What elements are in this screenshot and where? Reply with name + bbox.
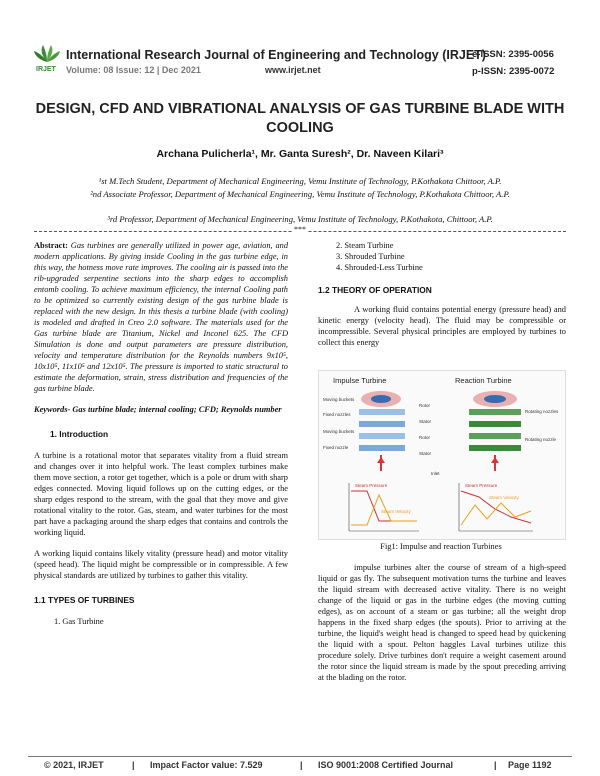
- footer-iso: ISO 9001:2008 Certified Journal: [318, 760, 454, 770]
- moving-buckets-label-1: Moving buckets: [323, 397, 355, 402]
- affiliation-3: ³rd Professor, Department of Mechanical Engineering, Vemu Institute of Technology, P.Kothakota, Chittoor, A.P.: [107, 214, 493, 224]
- section-introduction-heading: 1. Introduction: [50, 429, 109, 439]
- left-column: [34, 240, 288, 627]
- impulse-blade-rows: [359, 391, 405, 471]
- authors: Archana Pulicherla¹, Mr. Ganta Suresh², Dr. Naveen Kilari³: [156, 148, 444, 160]
- rotor-label-2: Rotor: [419, 435, 431, 440]
- keywords: Keywords- Gas turbine blade; internal cooling; CFD; Reynolds number: [34, 405, 282, 414]
- turbine-type-1: 1. Gas Turbine: [54, 617, 104, 626]
- impulse-graph: [349, 483, 419, 531]
- abstract: [34, 240, 288, 394]
- fixed-nozzle-label: Fixed nozzle: [323, 445, 349, 450]
- figure-diagram: [319, 371, 565, 539]
- stator-label-2: Stator: [419, 451, 432, 456]
- stator-label-1: Stator: [419, 419, 432, 424]
- figure-caption: Fig1: Impulse and reaction Turbines: [380, 542, 502, 551]
- affiliation-1: ¹st M.Tech Student, Department of Mechanical Engineering, Vemu Institute of Technology, P.Kothakota Chittoor, A.P.: [98, 176, 502, 186]
- steam-pressure-label-1: Steam Pressure: [355, 483, 388, 488]
- right-label-group: [525, 409, 559, 442]
- intro-paragraph-2: A working liquid contains likely vitality (pressure head) and motor vitality (speed head). The liquid might be compressible or in compressible. A few physical standards are utilized by turbines to gather this vitality.: [34, 549, 288, 580]
- footer-impact-factor: Impact Factor value: 7.529: [150, 760, 263, 770]
- journal-website: www.irjet.net: [265, 65, 321, 75]
- reaction-turbine-label: Reaction Turbine: [455, 376, 512, 385]
- left-label-group: [323, 397, 355, 450]
- irjet-logo: [32, 42, 62, 68]
- e-issn: e-ISSN: 2395-0056: [472, 49, 554, 60]
- mid-label-group: [419, 403, 432, 456]
- right-column-bottom: [318, 562, 566, 683]
- right-column-top: [318, 240, 566, 348]
- inlet-label: Inlet: [431, 471, 440, 476]
- footer-line: [28, 756, 572, 757]
- turbine-type-4: 4. Shrouded-Less Turbine: [336, 263, 423, 272]
- paper-title: DESIGN, CFD AND VIBRATIONAL ANALYSIS OF GAS TURBINE BLADE WITH COOLING: [35, 101, 565, 136]
- logo-text: IRJET: [36, 66, 56, 73]
- rotor-label-1: Rotor: [419, 403, 431, 408]
- steam-velocity-label-1: Steam Velocity: [381, 509, 411, 514]
- section-theory-heading: 1.2 THEORY OF OPERATION: [318, 285, 432, 295]
- rotating-nozzle-label: Rotating nozzle: [525, 437, 557, 442]
- journal-title: International Research Journal of Engineering and Technology (IRJET): [66, 48, 486, 62]
- figure-impulse-reaction: [318, 370, 566, 540]
- reaction-graph: [459, 483, 533, 531]
- p-issn: p-ISSN: 2395-0072: [472, 66, 555, 77]
- volume-issue: Volume: 08 Issue: 12 | Dec 2021: [66, 65, 201, 75]
- footer-copyright: © 2021, IRJET: [44, 760, 104, 770]
- impulse-turbine-label: Impulse Turbine: [333, 376, 387, 385]
- steam-velocity-label-2: Steam Velocity: [489, 495, 519, 500]
- turbine-type-3: 3. Shrouded Turbine: [336, 252, 405, 261]
- intro-paragraph-1: A turbine is a rotational motor that separates vitality from a fluid stream and changes over it into helpful work. The least complex turbines make them move section, a rotor get together, which is a pole or drum with sharp edges connected. Moving liquid follows up on the cutting edges, or the sharp edges respond to the stream, with the goal that they move and give rotational vitality to the rotor. Gas, steam, and water turbines for the most part have a packaging around the sharp edges that contains and controls the working liquid.: [34, 451, 288, 537]
- turbine-type-2: 2. Steam Turbine: [336, 241, 394, 250]
- separator-stars: ***: [294, 225, 306, 234]
- affiliation-2: ²nd Associate Professor, Department of Mechanical Engineering, Vemu Institute of Technology, P.Kothakota Chittoor, A.P.: [90, 189, 510, 199]
- steam-pressure-label-2: Steam Pressure: [465, 483, 498, 488]
- abstract-label: Abstract:: [34, 241, 68, 250]
- reaction-blade-rows: [469, 391, 521, 471]
- abstract-text: Gas turbines are generally utilized in power age, aviation, and modern applications. By giving inside Cooling in the gas turbine edge, in this way, the hotness move rate improves. The cooling air is passed into the rib-upgraded serpentine sections into the sharp edges to accomplish entomb cooling. To achieve maximum efficiency, the internal Cooling path to be optimized so currently existing design of the gas turbine blade is replaced with the new design. In this thesis a turbine blade (with cooling) is modeled and drafted in Creo 2.0 software. The materials used for the Gas turbine blade are Titanium, Nickel and Inconel 625. The CFD Simulation is done and output parameters are pressure distribution, velocity and temperature distribution for the Reynolds numbers 9x10⁵, 10x10⁵, 11x10⁵ and 12x10⁵. The pressure is imported to static structural to estimate the deformation, strain, stress distribution and frequencies of the gas turbine blade.: [34, 241, 289, 393]
- footer-divider-1: |: [132, 760, 135, 770]
- fixed-nozzles-label: Fixed nozzles: [323, 412, 351, 417]
- moving-buckets-label-2: Moving buckets: [323, 429, 355, 434]
- footer-divider-2: |: [300, 760, 303, 770]
- rotating-nozzles-label: Rotating nozzles: [525, 409, 559, 414]
- footer-page: Page 1192: [508, 760, 552, 770]
- impulse-paragraph: impulse turbines alter the course of stream of a high-speed liquid or gas fly. The subsequent motivation turns the turbine and leaves the liquid stream with decreased active vitality. There is no weight change of the liquid or gas in the turbine edges (the moving cutting edges), as on account of a steam or gas turbine; all the weight drop happens in the fixed sharp edges (the spouts). Prior to arriving at the turbine, the liquid's weight head is changed to speed head by quickening the liquid with a spout. Pelton haggles Laval turbines utilize this procedure solely. Drive turbines don't require a weight casement around the rotor since the liquid stream is made by the spout preceding arriving at the blading on the rotor.: [318, 563, 566, 682]
- theory-paragraph: A working fluid contains potential energy (pressure head) and kinetic energy (velocity head). The fluid may be compressible or incompressible. Several physical principles are employed by turbines to collect this energy: [318, 305, 566, 347]
- section-types-heading: 1.1 TYPES OF TURBINES: [34, 595, 135, 605]
- footer-divider-3: |: [494, 760, 497, 770]
